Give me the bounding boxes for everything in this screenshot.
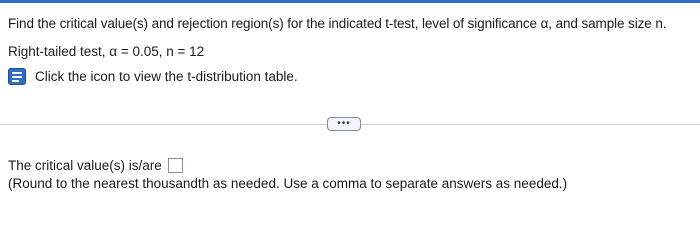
question-prompt: Find the critical value(s) and rejection region(s) for the indicated t-test, level of significance α, and sample size n. bbox=[8, 16, 667, 31]
top-accent-stripe bbox=[0, 0, 700, 3]
expand-more-button[interactable]: ••• bbox=[327, 117, 361, 131]
answer-row bbox=[8, 158, 183, 173]
answer-label: The critical value(s) is/are bbox=[8, 158, 162, 173]
table-icon[interactable] bbox=[8, 68, 26, 85]
t-distribution-table-link[interactable] bbox=[8, 68, 298, 85]
table-link-label: Click the icon to view the t-distribution table. bbox=[35, 69, 298, 84]
rounding-instruction: (Round to the nearest thousandth as needed. Use a comma to separate answers as needed.) bbox=[8, 176, 568, 191]
critical-value-input[interactable] bbox=[168, 158, 183, 173]
test-parameters: Right-tailed test, α = 0.05, n = 12 bbox=[8, 44, 205, 59]
